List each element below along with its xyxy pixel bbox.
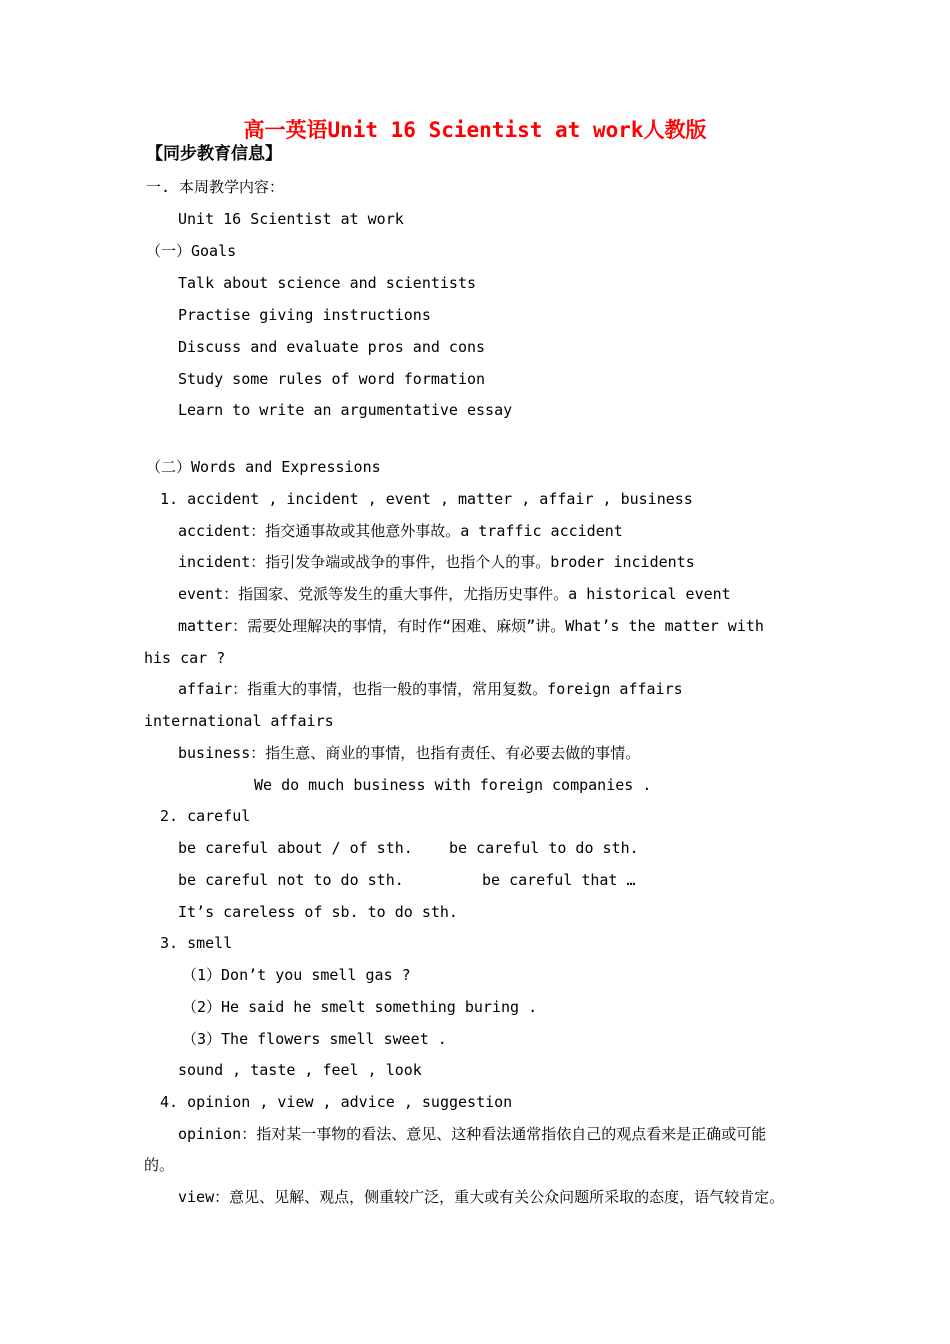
text-line: matter：需要处理解决的事情，有时作“困难、麻烦”讲。What’s the matter with [178, 617, 764, 635]
text-line: international affairs [144, 712, 334, 730]
text-line: be careful not to do sth. [178, 871, 404, 889]
text-line: accident：指交通事故或其他意外事故。a traffic accident [178, 522, 623, 540]
text-line: 4. opinion , view , advice , suggestion [160, 1093, 513, 1111]
section-heading: 【同步教育信息】 [146, 144, 282, 164]
text-line: （3）The flowers smell sweet . [182, 1030, 447, 1048]
text-line: view：意见、见解、观点，侧重较广泛，重大或有关公众问题所采取的态度，语气较肯定。 [178, 1188, 785, 1206]
text-line: （1）Don’t you smell gas ? [182, 966, 411, 984]
text-line: We do much business with foreign companies . [254, 776, 652, 794]
text-line: Talk about science and scientists [178, 274, 477, 292]
text-line: his car ? [144, 649, 226, 667]
text-line: event：指国家、党派等发生的重大事件，尤指历史事件。a historical event [178, 585, 731, 603]
text-line: business：指生意、商业的事情，也指有责任、有必要去做的事情。 [178, 744, 641, 762]
text-line: Discuss and evaluate pros and cons [178, 338, 486, 356]
text-line: 2. careful [160, 807, 251, 825]
text-line: affair：指重大的事情，也指一般的事情，常用复数。foreign affairs [178, 680, 683, 698]
text-line: （二）Words and Expressions [146, 458, 381, 476]
text-line: Unit 16 Scientist at work [178, 210, 404, 228]
text-line: be careful to do sth. [449, 839, 639, 857]
text-line: 1. accident , incident , event , matter , affair , business [160, 490, 693, 508]
text-line: Learn to write an argumentative essay [178, 401, 513, 419]
text-line: opinion：指对某一事物的看法、意见、这种看法通常指依自己的观点看来是正确或可能 [178, 1125, 767, 1143]
text-line: （2）He said he smelt something buring . [182, 998, 538, 1016]
text-line: It’s careless of sb. to do sth. [178, 903, 458, 921]
text-line: sound , taste , feel , look [178, 1061, 422, 1079]
text-line: incident：指引发争端或战争的事件，也指个人的事。broder incidents [178, 553, 695, 571]
text-line: （一）Goals [146, 242, 237, 260]
text-line: be careful about / of sth. [178, 839, 413, 857]
text-line: 3. smell [160, 934, 233, 952]
text-line: Study some rules of word formation [178, 370, 486, 388]
text-line: be careful that … [482, 871, 636, 889]
text-line: 的。 [144, 1156, 175, 1174]
text-line: Practise giving instructions [178, 306, 431, 324]
page-title: 高一英语Unit 16 Scientist at work人教版 [243, 118, 707, 142]
text-line: 一. 本周教学内容： [146, 178, 285, 196]
